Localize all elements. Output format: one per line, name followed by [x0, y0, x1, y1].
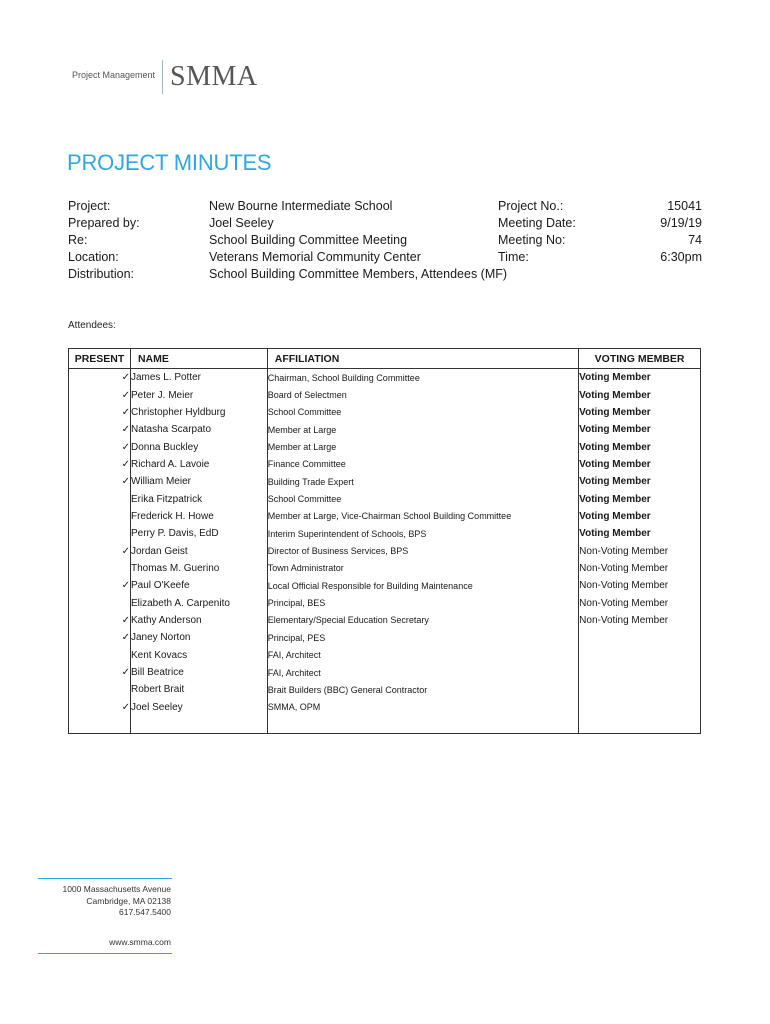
col-header-name: NAME — [130, 349, 267, 369]
voting-cell — [579, 681, 701, 698]
voting-cell: Voting Member — [579, 473, 701, 490]
name-cell: Kathy Anderson — [130, 612, 267, 629]
col-header-present: PRESENT — [69, 349, 131, 369]
attendees-table — [68, 348, 701, 734]
phone-number: 617.547.5400 — [119, 907, 171, 917]
present-cell: ✓ — [69, 664, 131, 681]
voting-cell: Voting Member — [579, 525, 701, 542]
meta-row-distribution — [68, 267, 704, 284]
name-cell: Bill Beatrice — [130, 664, 267, 681]
name-cell: Peter J. Meier — [130, 386, 267, 403]
affiliation-cell: Principal, PES — [267, 629, 578, 646]
voting-cell: Non-Voting Member — [579, 560, 701, 577]
affiliation-cell: Interim Superintendent of Schools, BPS — [267, 525, 578, 542]
footer-divider-bottom — [38, 953, 172, 954]
table-row — [69, 421, 701, 438]
affiliation-cell: Elementary/Special Education Secretary — [267, 612, 578, 629]
present-cell: ✓ — [69, 386, 131, 403]
present-cell — [69, 716, 131, 734]
name-cell: Perry P. Davis, EdD — [130, 525, 267, 542]
name-cell: Paul O'Keefe — [130, 577, 267, 594]
table-row — [69, 594, 701, 611]
present-cell: ✓ — [69, 629, 131, 646]
attendees-label: Attendees: — [68, 320, 116, 331]
meta-row-prepared — [68, 216, 704, 233]
present-cell: ✓ — [69, 542, 131, 559]
name-cell — [130, 716, 267, 734]
name-cell: Kent Kovacs — [130, 647, 267, 664]
table-row — [69, 560, 701, 577]
name-cell: Robert Brait — [130, 681, 267, 698]
page-title: PROJECT MINUTES — [67, 150, 272, 175]
voting-cell: Non-Voting Member — [579, 542, 701, 559]
meeting-no-label: Meeting No: — [498, 233, 566, 247]
distribution-label: Distribution: — [68, 267, 134, 281]
voting-cell: Voting Member — [579, 508, 701, 525]
present-cell: ✓ — [69, 438, 131, 455]
present-cell — [69, 681, 131, 698]
voting-cell: Non-Voting Member — [579, 594, 701, 611]
voting-cell: Voting Member — [579, 386, 701, 403]
present-cell: ✓ — [69, 577, 131, 594]
table-row — [69, 681, 701, 698]
meeting-no-value: 74 — [688, 233, 702, 247]
name-cell: Natasha Scarpato — [130, 421, 267, 438]
meta-row-location — [68, 250, 704, 267]
name-cell: Joel Seeley — [130, 699, 267, 716]
present-cell: ✓ — [69, 456, 131, 473]
name-cell: Jordan Geist — [130, 542, 267, 559]
present-cell — [69, 508, 131, 525]
meeting-date-value: 9/19/19 — [660, 216, 702, 230]
smma-logo: SMMA — [170, 61, 258, 92]
voting-cell: Non-Voting Member — [579, 612, 701, 629]
present-cell: ✓ — [69, 473, 131, 490]
affiliation-cell: Board of Selectmen — [267, 386, 578, 403]
affiliation-cell: Member at Large — [267, 438, 578, 455]
meta-row-re — [68, 233, 704, 250]
present-cell — [69, 594, 131, 611]
present-cell — [69, 647, 131, 664]
present-cell: ✓ — [69, 612, 131, 629]
prepared-by-value: Joel Seeley — [209, 216, 274, 230]
table-row — [69, 629, 701, 646]
name-cell: Donna Buckley — [130, 438, 267, 455]
time-value: 6:30pm — [660, 250, 702, 264]
affiliation-cell: SMMA, OPM — [267, 699, 578, 716]
name-cell: Erika Fitzpatrick — [130, 490, 267, 507]
affiliation-cell: Finance Committee — [267, 456, 578, 473]
name-cell: William Meier — [130, 473, 267, 490]
col-header-voting: VOTING MEMBER — [579, 349, 701, 369]
present-cell: ✓ — [69, 699, 131, 716]
voting-cell — [579, 699, 701, 716]
present-cell: ✓ — [69, 421, 131, 438]
name-cell: Elizabeth A. Carpenito — [130, 594, 267, 611]
table-row — [69, 490, 701, 507]
table-row — [69, 456, 701, 473]
department-label: Project Management — [72, 70, 156, 80]
voting-cell: Voting Member — [579, 404, 701, 421]
distribution-value: School Building Committee Members, Attendees (MF) — [209, 267, 508, 281]
table-row — [69, 664, 701, 681]
affiliation-cell: Director of Business Services, BPS — [267, 542, 578, 559]
table-row — [69, 386, 701, 403]
affiliation-cell: Principal, BES — [267, 594, 578, 611]
voting-cell: Voting Member — [579, 421, 701, 438]
present-cell — [69, 560, 131, 577]
address-line-1: 1000 Massachusetts Avenue — [62, 884, 171, 894]
project-no-value: 15041 — [667, 199, 702, 213]
table-row — [69, 404, 701, 421]
address-line-2: Cambridge, MA 02138 — [86, 895, 171, 906]
table-row — [69, 577, 701, 594]
location-label: Location: — [68, 250, 119, 264]
table-row — [69, 542, 701, 559]
voting-cell: Voting Member — [579, 490, 701, 507]
name-cell: Christopher Hyldburg — [130, 404, 267, 421]
table-row — [69, 612, 701, 629]
table-row — [69, 647, 701, 664]
affiliation-cell: School Committee — [267, 404, 578, 421]
voting-cell: Voting Member — [579, 456, 701, 473]
affiliation-cell: Town Administrator — [267, 560, 578, 577]
table-header-row — [69, 349, 701, 369]
voting-cell — [579, 664, 701, 681]
attendees-table-body — [69, 369, 701, 734]
affiliation-cell — [267, 716, 578, 734]
affiliation-cell: FAI, Architect — [267, 664, 578, 681]
project-value: New Bourne Intermediate School — [209, 199, 393, 213]
present-cell: ✓ — [69, 404, 131, 421]
table-row — [69, 699, 701, 716]
table-row — [69, 438, 701, 455]
project-label: Project: — [68, 199, 111, 213]
name-cell: Richard A. Lavoie — [130, 456, 267, 473]
prepared-by-label: Prepared by: — [68, 216, 140, 230]
table-row — [69, 473, 701, 490]
affiliation-cell: Brait Builders (BBC) General Contractor — [267, 681, 578, 698]
name-cell: James L. Potter — [130, 369, 267, 387]
meeting-date-label: Meeting Date: — [498, 216, 576, 230]
table-row — [69, 716, 701, 734]
voting-cell: Voting Member — [579, 438, 701, 455]
present-cell — [69, 525, 131, 542]
voting-cell — [579, 629, 701, 646]
website-link[interactable]: www.smma.com — [109, 937, 171, 947]
affiliation-cell: Local Official Responsible for Building Maintenance — [267, 577, 578, 594]
affiliation-cell: FAI, Architect — [267, 647, 578, 664]
present-cell — [69, 490, 131, 507]
time-label: Time: — [498, 250, 529, 264]
meta-row-project — [68, 199, 704, 216]
footer-address — [40, 884, 171, 919]
meeting-details — [68, 199, 704, 284]
re-value: School Building Committee Meeting — [209, 233, 408, 247]
present-cell: ✓ — [69, 369, 131, 387]
voting-cell — [579, 647, 701, 664]
affiliation-cell: Building Trade Expert — [267, 473, 578, 490]
table-row — [69, 525, 701, 542]
affiliation-cell: Chairman, School Building Committee — [267, 369, 578, 387]
re-label: Re: — [68, 233, 88, 247]
name-cell: Thomas M. Guerino — [130, 560, 267, 577]
voting-cell — [579, 716, 701, 734]
voting-cell: Voting Member — [579, 369, 701, 387]
location-value: Veterans Memorial Community Center — [209, 250, 421, 264]
col-header-affiliation: AFFILIATION — [267, 349, 578, 369]
affiliation-cell: Member at Large, Vice-Chairman School Building Committee — [267, 508, 578, 525]
name-cell: Janey Norton — [130, 629, 267, 646]
affiliation-cell: School Committee — [267, 490, 578, 507]
footer-divider-top — [38, 878, 172, 879]
voting-cell: Non-Voting Member — [579, 577, 701, 594]
table-row — [69, 508, 701, 525]
project-no-label: Project No.: — [498, 199, 564, 213]
table-row — [69, 369, 701, 387]
affiliation-cell: Member at Large — [267, 421, 578, 438]
header-divider — [162, 60, 163, 94]
name-cell: Frederick H. Howe — [130, 508, 267, 525]
